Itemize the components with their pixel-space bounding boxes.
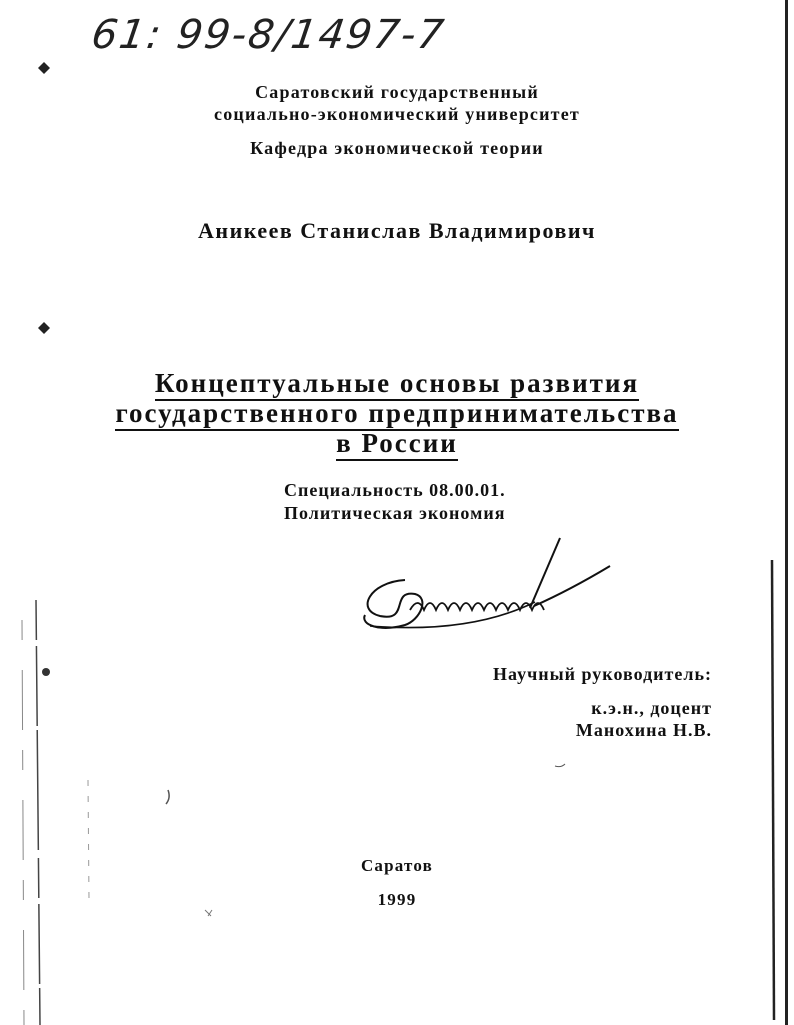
author-signature (350, 530, 630, 650)
thesis-title-line-2 (0, 398, 794, 429)
thesis-title-text-3: в России (336, 428, 458, 461)
supervisor-label: Научный руководитель: (493, 664, 712, 684)
thesis-title-line-3 (0, 428, 794, 459)
supervisor-name: Манохина Н.В. (575, 720, 712, 740)
specialty-name: Политическая экономия (284, 503, 506, 523)
university-name-line-1: Саратовский государственный (255, 82, 539, 102)
year: 1999 (377, 890, 417, 909)
specialty-code: Специальность 08.00.01. (284, 480, 506, 500)
department-name: Кафедра экономической теории (250, 138, 544, 158)
author-name: Аникеев Станислав Владимирович (198, 218, 596, 243)
thesis-title-text-1: Концептуальные основы развития (155, 368, 639, 401)
city: Саратов (360, 856, 434, 875)
archive-code-handwritten: 61: 99-8/1497-7 (88, 12, 449, 58)
university-name-line-2: социально-экономический университет (214, 104, 580, 124)
thesis-title-line-1 (0, 368, 794, 399)
thesis-title-text-2: государственного предпринимательства (115, 398, 678, 431)
supervisor-degree: к.э.н., доцент (591, 698, 712, 718)
